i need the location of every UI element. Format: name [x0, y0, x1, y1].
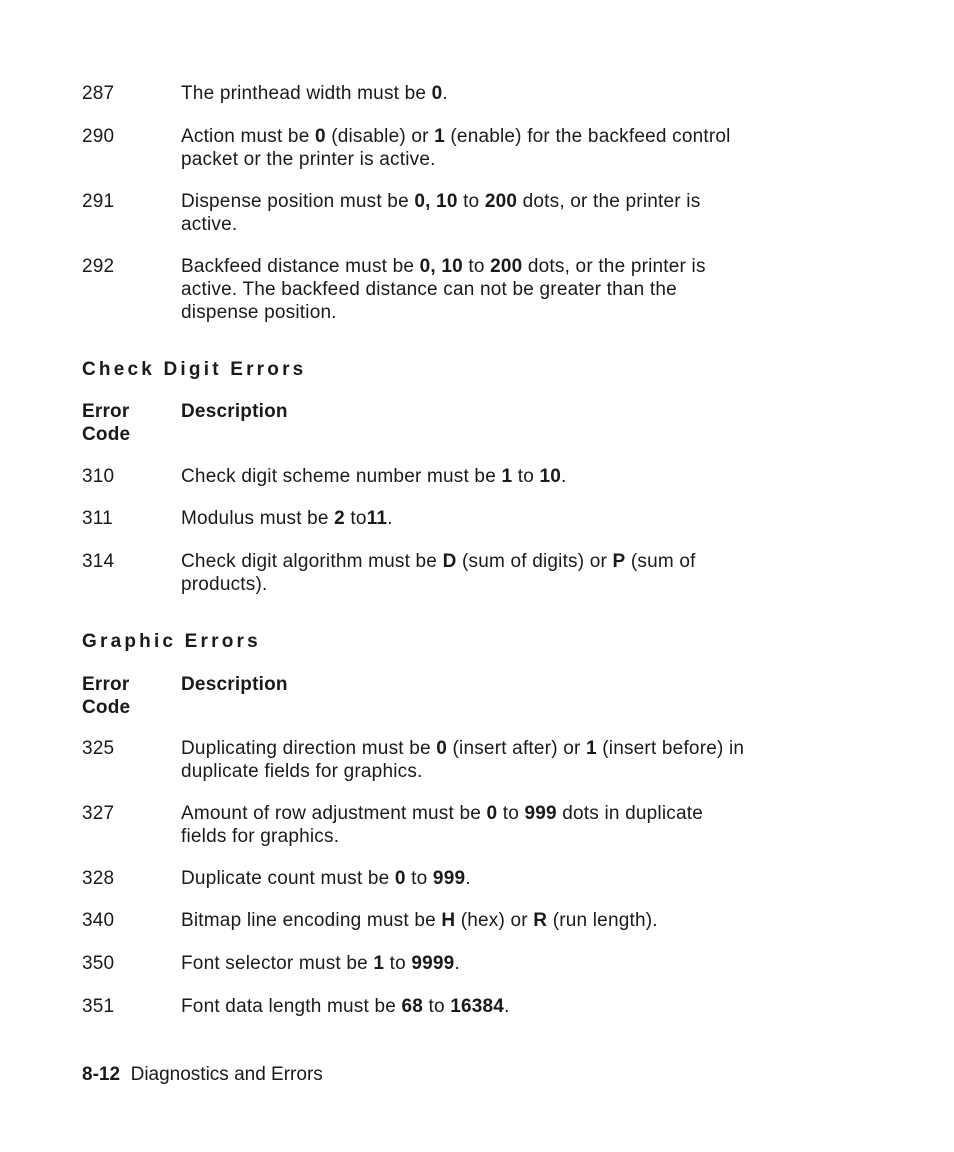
bold-value: 999	[524, 803, 557, 824]
error-code: 290	[82, 126, 115, 147]
bold-value: 999	[432, 868, 466, 889]
header-error-code	[82, 400, 172, 446]
bold-value: H	[441, 910, 456, 931]
error-description: Bitmap line encoding must be H (hex) or R (run length).	[181, 910, 658, 931]
bold-value: 1	[373, 953, 385, 974]
page-number: 8-12	[82, 1064, 121, 1085]
bold-value: 1	[434, 126, 445, 147]
header-code-line1: Error	[82, 674, 130, 695]
bold-value: 200	[490, 256, 523, 277]
error-code: 327	[82, 803, 115, 824]
bold-value: 0, 10	[414, 191, 458, 212]
bold-value: D	[442, 551, 457, 572]
error-description: Duplicate count must be 0 to 999.	[181, 868, 471, 889]
bold-value: 2	[334, 508, 345, 529]
error-code: 311	[82, 508, 113, 529]
bold-value: 16384	[450, 996, 505, 1017]
error-code: 292	[82, 256, 115, 277]
header-code-line1: Error	[82, 401, 130, 422]
error-code: 351	[82, 996, 115, 1017]
bold-value: R	[533, 910, 548, 931]
header-code-line2: Code	[82, 697, 131, 718]
error-code: 310	[82, 466, 115, 487]
bold-value: 0	[436, 738, 448, 759]
header-code-line2: Code	[82, 424, 131, 445]
bold-value: 9999	[411, 953, 455, 974]
error-code: 325	[82, 738, 115, 759]
error-code: 287	[82, 83, 115, 104]
bold-value: 11	[366, 508, 388, 529]
bold-value: 0	[431, 83, 443, 104]
section-title-check-digit: Check Digit Errors	[82, 359, 307, 380]
error-code: 350	[82, 953, 115, 974]
error-description: Font data length must be 68 to 16384.	[181, 996, 510, 1017]
page-footer	[82, 1063, 323, 1086]
error-description: Action must be 0 (disable) or 1 (enable) for the backfeed control packet or the printer is active.	[181, 126, 731, 170]
section-title-graphic: Graphic Errors	[82, 631, 261, 652]
bold-value: 0	[486, 803, 498, 824]
bold-value: 0	[314, 126, 326, 147]
error-description: Modulus must be 2 to11.	[181, 508, 393, 529]
error-code: 328	[82, 868, 115, 889]
bold-value: 1	[585, 738, 597, 759]
error-description: The printhead width must be 0.	[181, 83, 448, 104]
bold-value: 0, 10	[419, 256, 463, 277]
error-code: 291	[82, 191, 115, 212]
header-error-code	[82, 673, 172, 719]
bold-value: 200	[484, 191, 518, 212]
bold-value: 1	[501, 466, 513, 487]
error-code: 314	[82, 551, 115, 572]
header-description: Description	[181, 401, 288, 422]
error-description: Backfeed distance must be 0, 10 to 200 dots, or the printer is active. The backfeed distance can not be greater than the dispense position.	[181, 256, 706, 323]
error-description: Check digit algorithm must be D (sum of digits) or P (sum of products).	[181, 551, 696, 595]
error-description: Font selector must be 1 to 9999.	[181, 953, 460, 974]
header-description: Description	[181, 674, 288, 695]
error-description: Check digit scheme number must be 1 to 10.	[181, 466, 567, 487]
error-description: Duplicating direction must be 0 (insert after) or 1 (insert before) in duplicate fields for graphics.	[181, 738, 745, 782]
bold-value: 0	[394, 868, 406, 889]
footer-section-title: Diagnostics and Errors	[130, 1064, 323, 1085]
error-description: Dispense position must be 0, 10 to 200 dots, or the printer is active.	[181, 191, 701, 235]
bold-value: 68	[401, 996, 424, 1017]
error-description: Amount of row adjustment must be 0 to 999 dots in duplicate fields for graphics.	[181, 803, 703, 847]
error-code: 340	[82, 910, 115, 931]
bold-value: 10	[539, 466, 561, 487]
bold-value: P	[612, 551, 626, 572]
